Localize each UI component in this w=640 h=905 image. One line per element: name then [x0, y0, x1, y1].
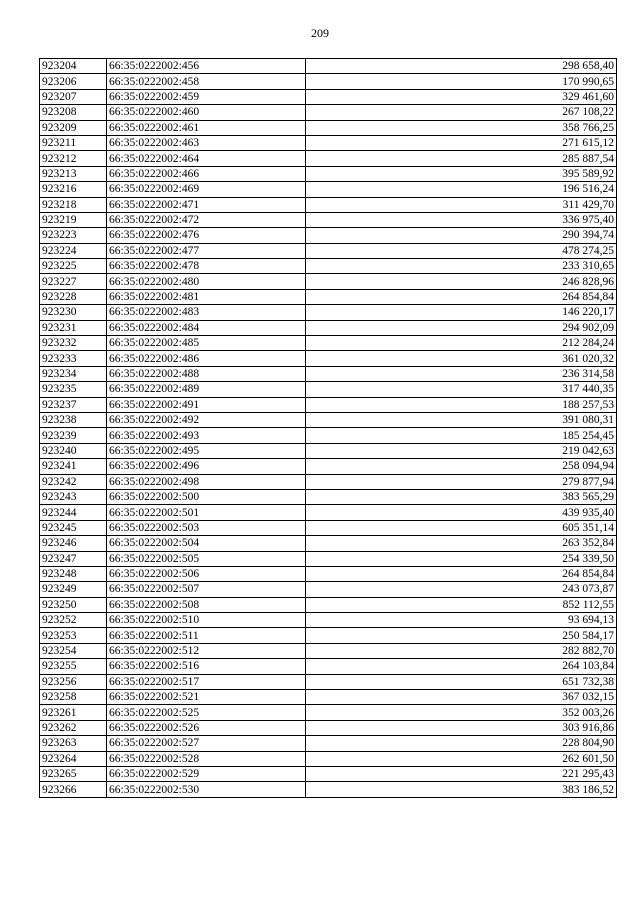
cadastral-number-cell: 66:35:0222002:481 — [107, 289, 306, 304]
table-row — [40, 459, 617, 474]
cadastral-value-cell: 282 882,70 — [306, 643, 617, 658]
cadastral-number-cell: 66:35:0222002:472 — [107, 212, 306, 227]
cadastral-number-cell: 66:35:0222002:469 — [107, 182, 306, 197]
table-row — [40, 428, 617, 443]
table-row — [40, 228, 617, 243]
table-body — [40, 59, 617, 798]
cadastral-number-cell: 66:35:0222002:501 — [107, 505, 306, 520]
cadastral-number-cell: 66:35:0222002:529 — [107, 766, 306, 781]
table-row — [40, 720, 617, 735]
table-row — [40, 536, 617, 551]
row-number-cell: 923231 — [40, 320, 107, 335]
row-number-cell: 923238 — [40, 412, 107, 427]
cadastral-number-cell: 66:35:0222002:466 — [107, 166, 306, 181]
row-number-cell: 923266 — [40, 782, 107, 797]
cadastral-value-table — [39, 58, 617, 798]
cadastral-number-cell: 66:35:0222002:476 — [107, 228, 306, 243]
cadastral-number-cell: 66:35:0222002:512 — [107, 643, 306, 658]
row-number-cell: 923241 — [40, 459, 107, 474]
table-row — [40, 705, 617, 720]
row-number-cell: 923261 — [40, 705, 107, 720]
cadastral-value-cell: 212 284,24 — [306, 336, 617, 351]
cadastral-value-cell: 146 220,17 — [306, 305, 617, 320]
table-row — [40, 166, 617, 181]
row-number-cell: 923227 — [40, 274, 107, 289]
row-number-cell: 923265 — [40, 766, 107, 781]
table-row — [40, 259, 617, 274]
cadastral-number-cell: 66:35:0222002:460 — [107, 105, 306, 120]
cadastral-number-cell: 66:35:0222002:503 — [107, 520, 306, 535]
row-number-cell: 923262 — [40, 720, 107, 735]
table-row — [40, 659, 617, 674]
cadastral-value-cell: 264 854,84 — [306, 289, 617, 304]
table-row — [40, 336, 617, 351]
row-number-cell: 923211 — [40, 135, 107, 150]
row-number-cell: 923250 — [40, 597, 107, 612]
cadastral-value-cell: 605 351,14 — [306, 520, 617, 535]
cadastral-number-cell: 66:35:0222002:471 — [107, 197, 306, 212]
row-number-cell: 923216 — [40, 182, 107, 197]
cadastral-number-cell: 66:35:0222002:500 — [107, 489, 306, 504]
row-number-cell: 923206 — [40, 74, 107, 89]
row-number-cell: 923204 — [40, 59, 107, 74]
cadastral-number-cell: 66:35:0222002:484 — [107, 320, 306, 335]
cadastral-number-cell: 66:35:0222002:508 — [107, 597, 306, 612]
table-row — [40, 197, 617, 212]
table-row — [40, 474, 617, 489]
cadastral-number-cell: 66:35:0222002:527 — [107, 736, 306, 751]
cadastral-number-cell: 66:35:0222002:525 — [107, 705, 306, 720]
table-row — [40, 274, 617, 289]
cadastral-number-cell: 66:35:0222002:495 — [107, 443, 306, 458]
cadastral-value-cell: 219 042,63 — [306, 443, 617, 458]
table-row — [40, 412, 617, 427]
row-number-cell: 923219 — [40, 212, 107, 227]
cadastral-value-cell: 188 257,53 — [306, 397, 617, 412]
cadastral-value-cell: 258 094,94 — [306, 459, 617, 474]
table-row — [40, 120, 617, 135]
cadastral-value-cell: 478 274,25 — [306, 243, 617, 258]
cadastral-number-cell: 66:35:0222002:505 — [107, 551, 306, 566]
row-number-cell: 923255 — [40, 659, 107, 674]
cadastral-value-cell: 271 615,12 — [306, 135, 617, 150]
table-row — [40, 243, 617, 258]
cadastral-value-cell: 361 020,32 — [306, 351, 617, 366]
row-number-cell: 923223 — [40, 228, 107, 243]
cadastral-number-cell: 66:35:0222002:456 — [107, 59, 306, 74]
cadastral-number-cell: 66:35:0222002:478 — [107, 259, 306, 274]
cadastral-value-cell: 264 854,84 — [306, 566, 617, 581]
cadastral-number-cell: 66:35:0222002:464 — [107, 151, 306, 166]
cadastral-value-cell: 246 828,96 — [306, 274, 617, 289]
row-number-cell: 923256 — [40, 674, 107, 689]
table-row — [40, 551, 617, 566]
row-number-cell: 923240 — [40, 443, 107, 458]
table-row — [40, 320, 617, 335]
row-number-cell: 923246 — [40, 536, 107, 551]
cadastral-value-cell: 383 565,29 — [306, 489, 617, 504]
cadastral-number-cell: 66:35:0222002:528 — [107, 751, 306, 766]
row-number-cell: 923248 — [40, 566, 107, 581]
row-number-cell: 923239 — [40, 428, 107, 443]
cadastral-number-cell: 66:35:0222002:498 — [107, 474, 306, 489]
cadastral-value-cell: 267 108,22 — [306, 105, 617, 120]
row-number-cell: 923244 — [40, 505, 107, 520]
cadastral-number-cell: 66:35:0222002:492 — [107, 412, 306, 427]
row-number-cell: 923218 — [40, 197, 107, 212]
row-number-cell: 923209 — [40, 120, 107, 135]
cadastral-number-cell: 66:35:0222002:521 — [107, 690, 306, 705]
cadastral-number-cell: 66:35:0222002:485 — [107, 336, 306, 351]
cadastral-number-cell: 66:35:0222002:458 — [107, 74, 306, 89]
cadastral-value-cell: 170 990,65 — [306, 74, 617, 89]
row-number-cell: 923258 — [40, 690, 107, 705]
row-number-cell: 923247 — [40, 551, 107, 566]
row-number-cell: 923243 — [40, 489, 107, 504]
table-row — [40, 305, 617, 320]
table-row — [40, 74, 617, 89]
table-row — [40, 382, 617, 397]
table-row — [40, 520, 617, 535]
cadastral-number-cell: 66:35:0222002:526 — [107, 720, 306, 735]
row-number-cell: 923235 — [40, 382, 107, 397]
cadastral-value-cell: 221 295,43 — [306, 766, 617, 781]
row-number-cell: 923242 — [40, 474, 107, 489]
cadastral-value-cell: 311 429,70 — [306, 197, 617, 212]
cadastral-number-cell: 66:35:0222002:491 — [107, 397, 306, 412]
table-row — [40, 674, 617, 689]
cadastral-value-cell: 233 310,65 — [306, 259, 617, 274]
cadastral-value-cell: 290 394,74 — [306, 228, 617, 243]
row-number-cell: 923234 — [40, 366, 107, 381]
row-number-cell: 923225 — [40, 259, 107, 274]
table-row — [40, 89, 617, 104]
row-number-cell: 923253 — [40, 628, 107, 643]
table-row — [40, 182, 617, 197]
cadastral-number-cell: 66:35:0222002:483 — [107, 305, 306, 320]
row-number-cell: 923213 — [40, 166, 107, 181]
cadastral-number-cell: 66:35:0222002:477 — [107, 243, 306, 258]
row-number-cell: 923237 — [40, 397, 107, 412]
table-row — [40, 397, 617, 412]
row-number-cell: 923208 — [40, 105, 107, 120]
cadastral-value-cell: 439 935,40 — [306, 505, 617, 520]
row-number-cell: 923224 — [40, 243, 107, 258]
cadastral-number-cell: 66:35:0222002:496 — [107, 459, 306, 474]
cadastral-value-cell: 336 975,40 — [306, 212, 617, 227]
cadastral-value-cell: 262 601,50 — [306, 751, 617, 766]
table-row — [40, 151, 617, 166]
cadastral-value-cell: 285 887,54 — [306, 151, 617, 166]
row-number-cell: 923245 — [40, 520, 107, 535]
table-row — [40, 105, 617, 120]
cadastral-value-cell: 243 073,87 — [306, 582, 617, 597]
table-row — [40, 489, 617, 504]
cadastral-value-cell: 250 584,17 — [306, 628, 617, 643]
cadastral-number-cell: 66:35:0222002:504 — [107, 536, 306, 551]
row-number-cell: 923230 — [40, 305, 107, 320]
cadastral-number-cell: 66:35:0222002:493 — [107, 428, 306, 443]
cadastral-value-cell: 383 186,52 — [306, 782, 617, 797]
cadastral-number-cell: 66:35:0222002:511 — [107, 628, 306, 643]
cadastral-number-cell: 66:35:0222002:488 — [107, 366, 306, 381]
table-row — [40, 628, 617, 643]
row-number-cell: 923252 — [40, 613, 107, 628]
cadastral-value-cell: 185 254,45 — [306, 428, 617, 443]
cadastral-value-cell: 93 694,13 — [306, 613, 617, 628]
cadastral-number-cell: 66:35:0222002:463 — [107, 135, 306, 150]
row-number-cell: 923254 — [40, 643, 107, 658]
table-row — [40, 566, 617, 581]
row-number-cell: 923207 — [40, 89, 107, 104]
cadastral-number-cell: 66:35:0222002:516 — [107, 659, 306, 674]
table-row — [40, 443, 617, 458]
table-row — [40, 766, 617, 781]
table-row — [40, 212, 617, 227]
table-row — [40, 613, 617, 628]
cadastral-value-cell: 358 766,25 — [306, 120, 617, 135]
cadastral-value-cell: 263 352,84 — [306, 536, 617, 551]
table-row — [40, 690, 617, 705]
cadastral-value-cell: 298 658,40 — [306, 59, 617, 74]
cadastral-value-cell: 391 080,31 — [306, 412, 617, 427]
table-row — [40, 582, 617, 597]
row-number-cell: 923212 — [40, 151, 107, 166]
table-row — [40, 135, 617, 150]
table-row — [40, 597, 617, 612]
page-number: 209 — [311, 26, 329, 40]
cadastral-value-cell: 196 516,24 — [306, 182, 617, 197]
cadastral-number-cell: 66:35:0222002:510 — [107, 613, 306, 628]
table-row — [40, 289, 617, 304]
cadastral-number-cell: 66:35:0222002:459 — [107, 89, 306, 104]
table-row — [40, 366, 617, 381]
cadastral-value-cell: 367 032,15 — [306, 690, 617, 705]
table-row — [40, 782, 617, 797]
cadastral-number-cell: 66:35:0222002:480 — [107, 274, 306, 289]
cadastral-value-cell: 264 103,84 — [306, 659, 617, 674]
cadastral-value-cell: 852 112,55 — [306, 597, 617, 612]
row-number-cell: 923249 — [40, 582, 107, 597]
table-row — [40, 736, 617, 751]
cadastral-value-cell: 395 589,92 — [306, 166, 617, 181]
cadastral-number-cell: 66:35:0222002:461 — [107, 120, 306, 135]
cadastral-value-cell: 303 916,86 — [306, 720, 617, 735]
cadastral-number-cell: 66:35:0222002:506 — [107, 566, 306, 581]
cadastral-value-cell: 294 902,09 — [306, 320, 617, 335]
cadastral-value-cell: 317 440,35 — [306, 382, 617, 397]
cadastral-number-cell: 66:35:0222002:517 — [107, 674, 306, 689]
table-row — [40, 751, 617, 766]
cadastral-value-cell: 651 732,38 — [306, 674, 617, 689]
cadastral-value-cell: 254 339,50 — [306, 551, 617, 566]
row-number-cell: 923263 — [40, 736, 107, 751]
cadastral-value-cell: 352 003,26 — [306, 705, 617, 720]
cadastral-value-cell: 236 314,58 — [306, 366, 617, 381]
cadastral-number-cell: 66:35:0222002:486 — [107, 351, 306, 366]
cadastral-number-cell: 66:35:0222002:507 — [107, 582, 306, 597]
row-number-cell: 923228 — [40, 289, 107, 304]
table-row — [40, 643, 617, 658]
table-row — [40, 59, 617, 74]
row-number-cell: 923233 — [40, 351, 107, 366]
cadastral-value-cell: 228 804,90 — [306, 736, 617, 751]
table-row — [40, 351, 617, 366]
row-number-cell: 923264 — [40, 751, 107, 766]
table-row — [40, 505, 617, 520]
row-number-cell: 923232 — [40, 336, 107, 351]
cadastral-number-cell: 66:35:0222002:530 — [107, 782, 306, 797]
cadastral-value-cell: 329 461,60 — [306, 89, 617, 104]
cadastral-number-cell: 66:35:0222002:489 — [107, 382, 306, 397]
cadastral-value-cell: 279 877,94 — [306, 474, 617, 489]
